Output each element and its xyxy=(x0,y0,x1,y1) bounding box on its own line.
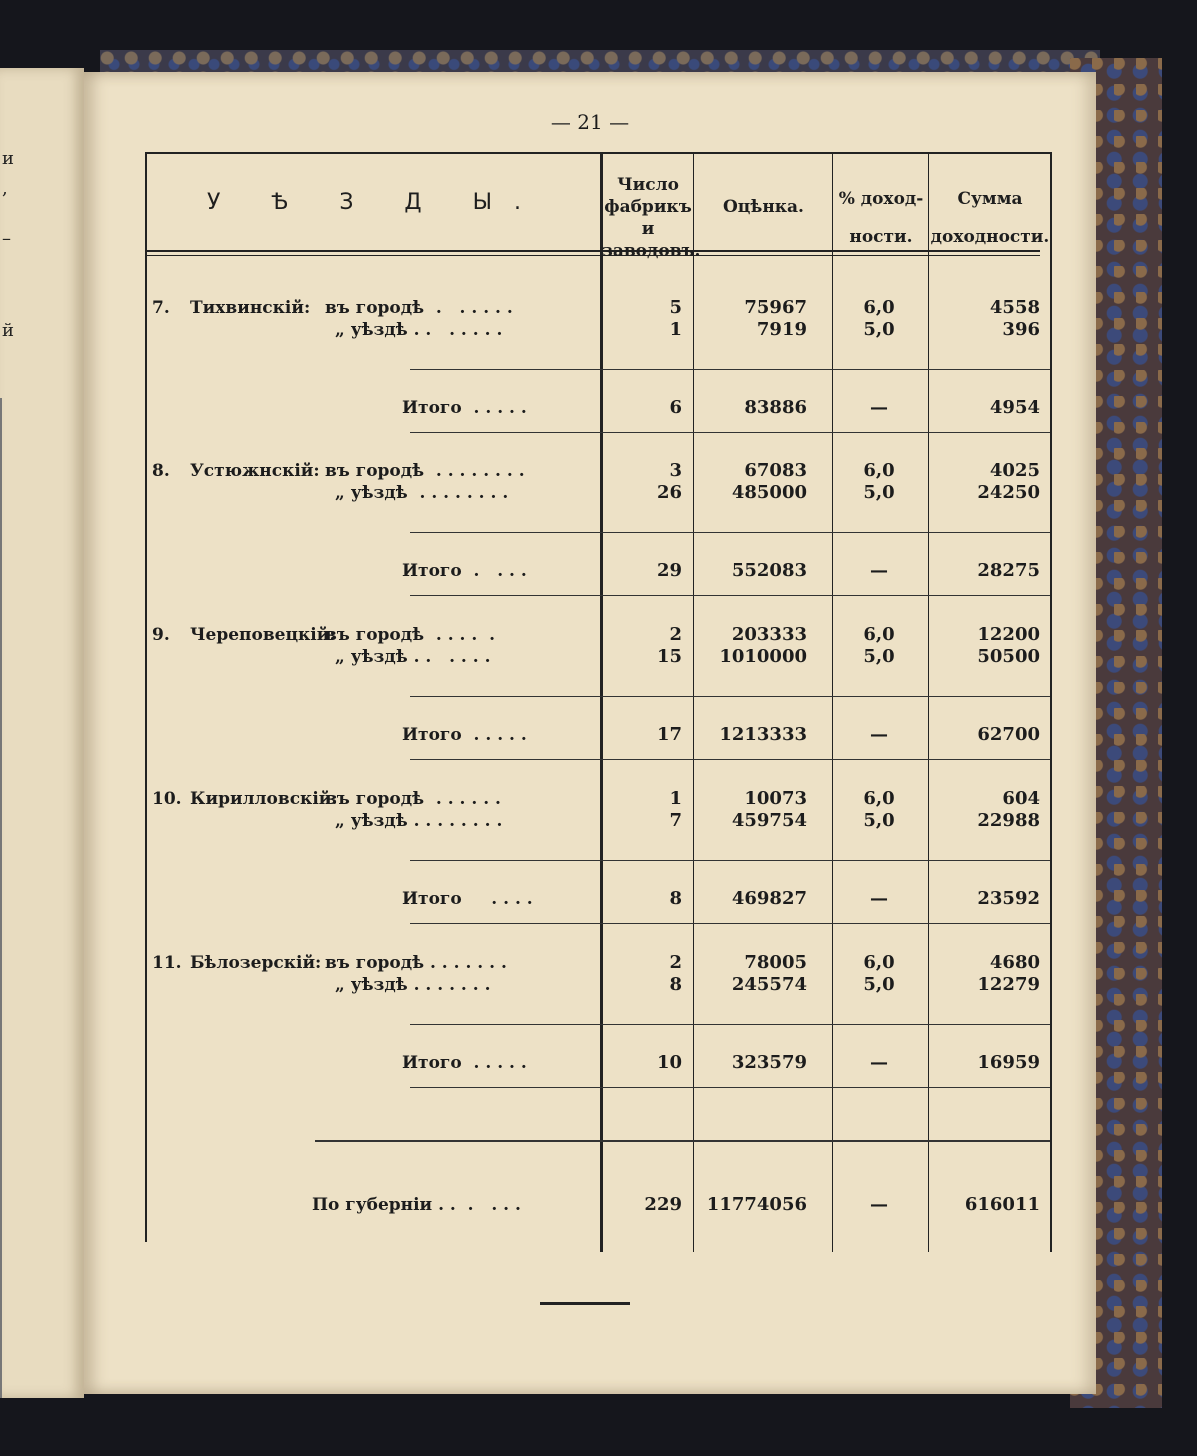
income-cell: 4680 xyxy=(989,952,1040,973)
row-label: „ уѣздѣ . . . . . . xyxy=(335,647,491,667)
factories-cell: 2 xyxy=(669,952,682,973)
percent-cell: 5,0 xyxy=(863,974,895,995)
total-label: Итого . . . . . xyxy=(402,398,527,418)
group-rule xyxy=(410,432,1050,433)
valuation-cell: 1010000 xyxy=(719,646,807,667)
district-number: 10. xyxy=(152,789,182,809)
percent-cell: 5,0 xyxy=(863,810,895,831)
total-label: Итого . . . . xyxy=(402,889,533,909)
total-valuation-cell: 469827 xyxy=(731,888,807,909)
valuation-cell: 485000 xyxy=(731,482,807,503)
header-factories-line: Число xyxy=(617,175,679,195)
total-label: Итого . . . . . xyxy=(402,1053,527,1073)
income-cell: 24250 xyxy=(977,482,1040,503)
grand-total-valuation-cell: 11774056 xyxy=(706,1194,807,1215)
grand-total-percent-cell: — xyxy=(870,1194,888,1215)
grand-total-factories-cell: 229 xyxy=(644,1194,682,1215)
district-table xyxy=(140,152,1060,1252)
total-valuation-cell: 1213333 xyxy=(719,724,807,745)
factories-cell: 26 xyxy=(656,482,682,503)
table-top-rule xyxy=(145,152,1050,154)
group-rule xyxy=(410,759,1050,760)
percent-cell: 6,0 xyxy=(863,788,895,809)
left-page-fragment: й xyxy=(2,320,14,341)
row-label: „ уѣздѣ . . . . . . . xyxy=(335,975,491,995)
total-factories-cell: 29 xyxy=(656,560,682,581)
percent-cell: 6,0 xyxy=(863,952,895,973)
grand-total-label: По губерніи . . . . . . xyxy=(312,1195,521,1215)
subtotal-rule xyxy=(410,696,1050,697)
valuation-cell: 67083 xyxy=(744,460,807,481)
valuation-cell: 75967 xyxy=(744,297,807,318)
row-label: въ городѣ . . . . . . xyxy=(325,789,501,809)
header-percent-line: % доход- xyxy=(838,189,924,209)
income-cell: 604 xyxy=(1002,788,1040,809)
percent-cell: 6,0 xyxy=(863,624,895,645)
row-label: въ городѣ . . . . . . . xyxy=(325,953,507,973)
percent-cell: 6,0 xyxy=(863,460,895,481)
percent-cell: 5,0 xyxy=(863,319,895,340)
header-income xyxy=(930,180,1050,256)
total-label: Итого . . . . xyxy=(402,561,527,581)
group-rule xyxy=(410,595,1050,596)
subtotal-rule xyxy=(410,532,1050,533)
total-factories-cell: 10 xyxy=(656,1052,682,1073)
end-rule xyxy=(540,1302,630,1305)
district-number: 7. xyxy=(152,298,170,318)
district-name: Устюжнскій: xyxy=(190,461,320,481)
income-cell: 4558 xyxy=(989,297,1040,318)
district-name: Кирилловскій: xyxy=(190,789,338,809)
valuation-cell: 203333 xyxy=(731,624,807,645)
total-income-cell: 16959 xyxy=(977,1052,1040,1073)
district-name: Бѣлозерскій: xyxy=(190,953,322,973)
header-districts: У Ѣ З Д Ы. xyxy=(206,190,544,215)
factories-cell: 1 xyxy=(669,319,682,340)
factories-cell: 3 xyxy=(669,460,682,481)
factories-cell: 8 xyxy=(669,974,682,995)
grand-total-rule xyxy=(315,1140,1050,1142)
left-page-fragment: и xyxy=(2,148,14,169)
factories-cell: 2 xyxy=(669,624,682,645)
district-number: 8. xyxy=(152,461,170,481)
total-factories-cell: 17 xyxy=(656,724,682,745)
income-cell: 12279 xyxy=(977,974,1040,995)
header-factories-line: заводовъ. xyxy=(602,241,701,261)
row-label: въ городѣ . . . . . . xyxy=(325,298,513,318)
total-percent-cell: — xyxy=(870,397,888,418)
header-percent xyxy=(834,180,928,256)
income-cell: 12200 xyxy=(977,624,1040,645)
factories-cell: 7 xyxy=(669,810,682,831)
total-percent-cell: — xyxy=(870,888,888,909)
valuation-cell: 245574 xyxy=(731,974,807,995)
table-right-rule xyxy=(1050,152,1052,1252)
income-cell: 50500 xyxy=(977,646,1040,667)
district-name: Тихвинскій: xyxy=(190,298,311,318)
total-income-cell: 23592 xyxy=(977,888,1040,909)
header-percent-line: ности. xyxy=(849,227,913,247)
subtotal-rule xyxy=(410,369,1050,370)
page-number: — 21 — xyxy=(550,110,630,134)
grand-total-income-cell: 616011 xyxy=(964,1194,1040,1215)
district-number: 11. xyxy=(152,953,182,973)
total-income-cell: 28275 xyxy=(977,560,1040,581)
district-name: Череповецкій: xyxy=(190,625,336,645)
total-valuation-cell: 323579 xyxy=(731,1052,807,1073)
row-label: въ городѣ . . . . . . . . xyxy=(325,461,525,481)
row-label: „ уѣздѣ . . . . . . . . xyxy=(335,483,509,503)
total-income-cell: 4954 xyxy=(989,397,1040,418)
percent-cell: 5,0 xyxy=(863,646,895,667)
subtotal-rule xyxy=(410,860,1050,861)
header-factories xyxy=(602,174,701,262)
factories-cell: 5 xyxy=(669,297,682,318)
factories-cell: 15 xyxy=(656,646,682,667)
total-income-cell: 62700 xyxy=(977,724,1040,745)
left-page xyxy=(0,68,84,1398)
valuation-cell: 459754 xyxy=(731,810,807,831)
subtotal-rule xyxy=(410,1024,1050,1025)
left-page-rule xyxy=(0,398,2,1398)
header-income-line: Сумма xyxy=(957,189,1023,209)
percent-cell: 5,0 xyxy=(863,482,895,503)
total-valuation-cell: 552083 xyxy=(731,560,807,581)
total-label: Итого . . . . . xyxy=(402,725,527,745)
row-label: „ уѣздѣ . . . . . . . . xyxy=(335,811,503,831)
factories-cell: 1 xyxy=(669,788,682,809)
total-percent-cell: — xyxy=(870,560,888,581)
valuation-cell: 78005 xyxy=(744,952,807,973)
total-factories-cell: 6 xyxy=(669,397,682,418)
header-income-line: доходности. xyxy=(930,227,1050,247)
group-rule xyxy=(410,1087,1050,1088)
district-number: 9. xyxy=(152,625,170,645)
valuation-cell: 7919 xyxy=(756,319,807,340)
book-page xyxy=(84,72,1096,1394)
left-page-fragment: – xyxy=(2,228,11,249)
header-factories-line: фабрикъ и xyxy=(604,197,692,239)
table-left-rule xyxy=(145,152,147,1242)
row-label: въ городѣ . . . . . xyxy=(325,625,496,645)
income-cell: 4025 xyxy=(989,460,1040,481)
header-valuation: Оцѣнка. xyxy=(723,197,804,217)
income-cell: 396 xyxy=(1002,319,1040,340)
total-valuation-cell: 83886 xyxy=(744,397,807,418)
total-percent-cell: — xyxy=(870,724,888,745)
valuation-cell: 10073 xyxy=(744,788,807,809)
percent-cell: 6,0 xyxy=(863,297,895,318)
total-factories-cell: 8 xyxy=(669,888,682,909)
income-cell: 22988 xyxy=(977,810,1040,831)
total-percent-cell: — xyxy=(870,1052,888,1073)
left-page-fragment: , xyxy=(2,178,8,199)
group-rule xyxy=(410,923,1050,924)
row-label: „ уѣздѣ . . . . . . . xyxy=(335,320,503,340)
